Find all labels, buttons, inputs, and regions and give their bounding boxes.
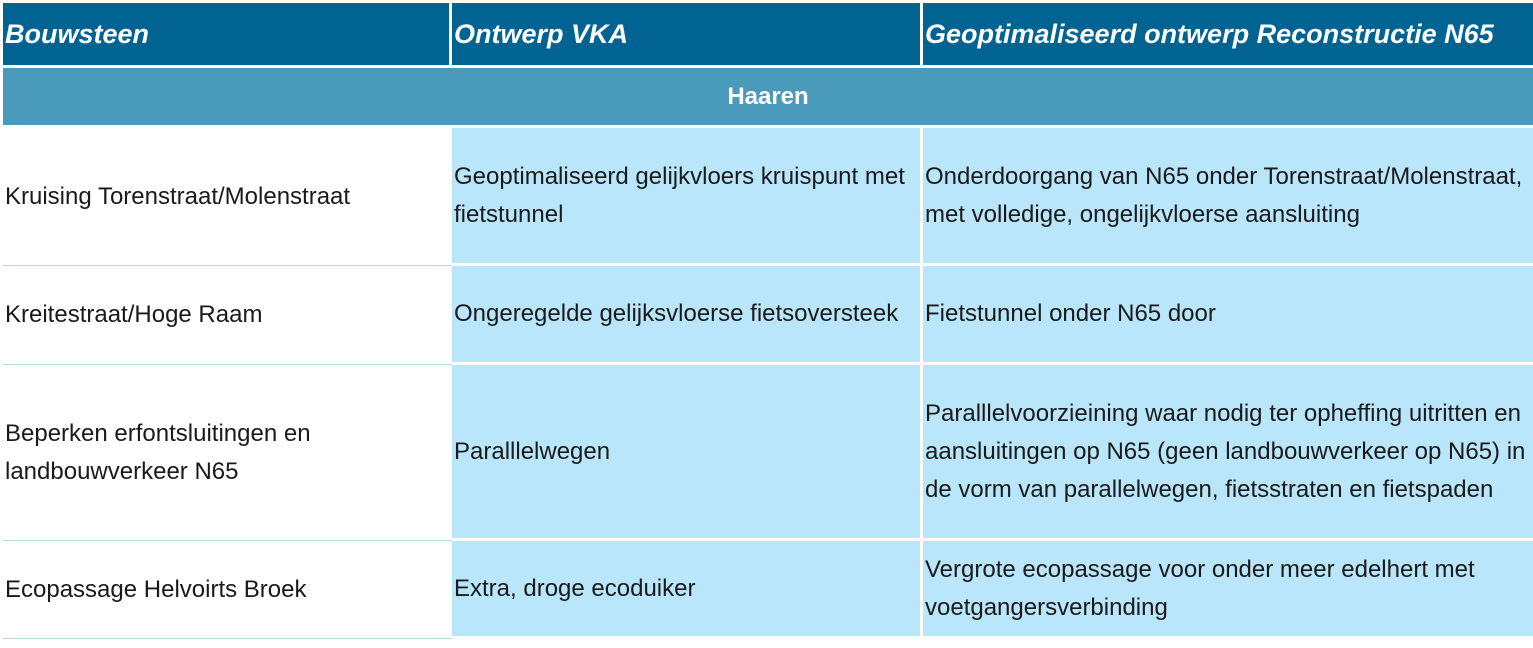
cell-ontwerp-vka: Ongeregelde gelijksvloerse fietsoversteek (452, 266, 923, 365)
table-row (3, 128, 1533, 266)
cell-ontwerp-vka: Paralllelwegen (452, 365, 923, 541)
table-row (3, 365, 1533, 541)
table-row (3, 541, 1533, 639)
section-row (3, 68, 1533, 128)
header-bouwsteen: Bouwsteen (3, 3, 452, 68)
cell-geoptimaliseerd: Vergrote ecopassage voor onder meer edelhert met voetgangersverbinding (923, 541, 1533, 639)
cell-bouwsteen: Kreitestraat/Hoge Raam (3, 266, 452, 365)
cell-geoptimaliseerd: Fietstunnel onder N65 door (923, 266, 1533, 365)
cell-geoptimaliseerd: Paralllelvoorzieining waar nodig ter opheffing uitritten en aansluitingen op N65 (geen landbouwverkeer op N65) in de vorm van parallelwegen, fietsstraten en fietspaden (923, 365, 1533, 541)
cell-geoptimaliseerd: Onderdoorgang van N65 onder Torenstraat/Molenstraat, met volledige, ongelijkvloerse aansluiting (923, 128, 1533, 266)
cell-ontwerp-vka: Extra, droge ecoduiker (452, 541, 923, 639)
cell-ontwerp-vka: Geoptimaliseerd gelijkvloers kruispunt met fietstunnel (452, 128, 923, 266)
cell-bouwsteen: Kruising Torenstraat/Molenstraat (3, 128, 452, 266)
section-title-haaren: Haaren (3, 68, 1533, 128)
table-row (3, 266, 1533, 365)
comparison-table (3, 3, 1533, 639)
header-ontwerp-vka: Ontwerp VKA (452, 3, 923, 68)
header-row (3, 3, 1533, 68)
cell-bouwsteen: Ecopassage Helvoirts Broek (3, 541, 452, 639)
cell-bouwsteen: Beperken erfontsluitingen en landbouwverkeer N65 (3, 365, 452, 541)
header-geoptimaliseerd-ontwerp: Geoptimaliseerd ontwerp Reconstructie N65 (923, 3, 1533, 68)
